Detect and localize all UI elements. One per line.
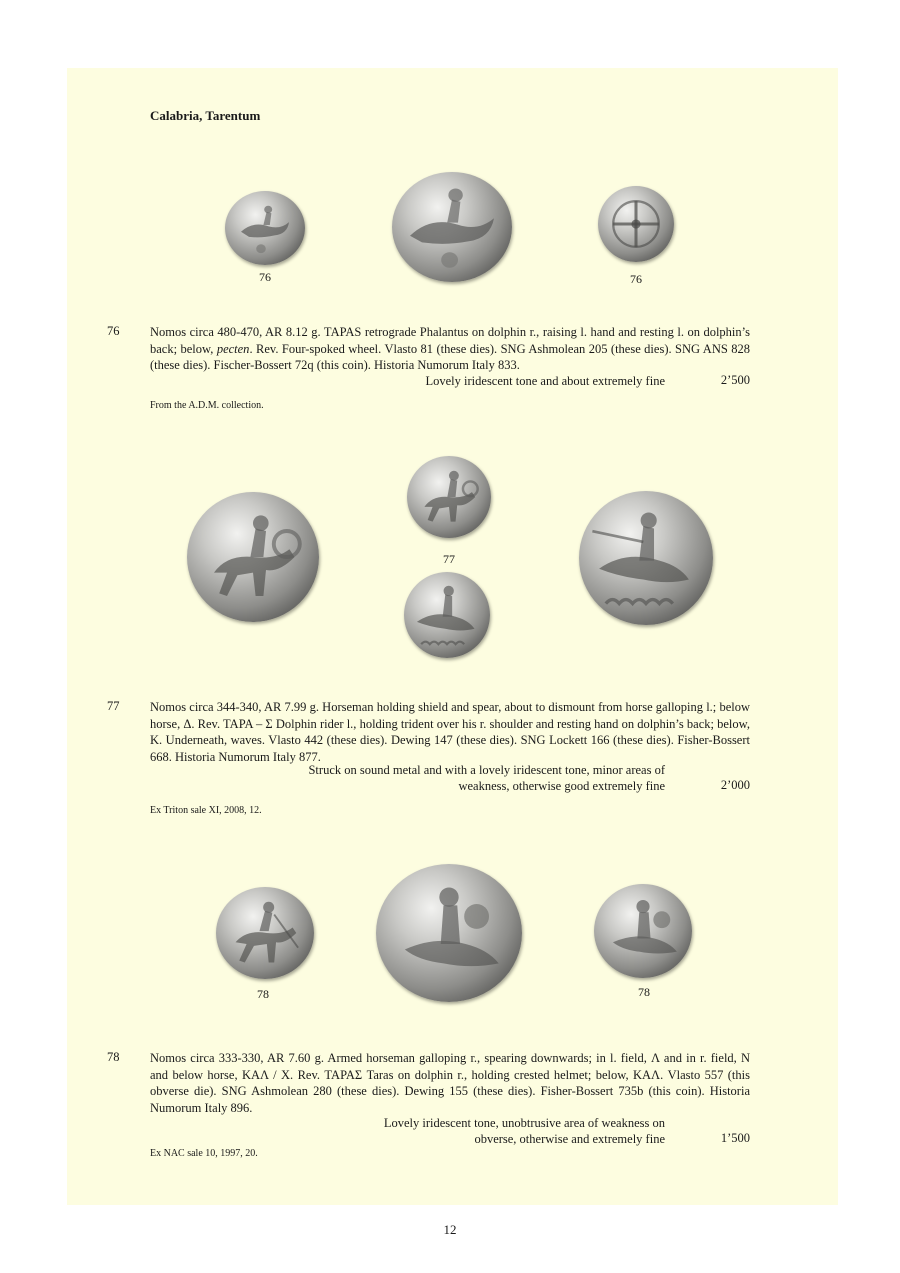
coin-78-reverse-photo (594, 884, 692, 978)
lot-76-provenance: From the A.D.M. collection. (150, 400, 264, 411)
coin-77-reverse-enlarged-photo (579, 491, 713, 625)
lot-76-price: 2’500 (720, 373, 750, 387)
coin-76-enlarged-photo (392, 172, 512, 282)
page-number: 12 (443, 1222, 457, 1237)
lot-78-condition-line-2: obverse, otherwise and extremely fine (474, 1132, 665, 1146)
lot-76-description: Nomos circa 480-470, AR 8.12 g. TAPAS retrograde Phalantus on dolphin r., raising l. hand and resting l. on dolphin’s back; below, pecten. Rev. Four-spoked wheel. Vlasto 81 (these dies). SNG Ashmolean 205 (these dies). SNG ANS 828 (these dies). Fischer-Bossert 72q (this coin). Historia Numorum Italy 833. (150, 325, 750, 372)
coin-76-obverse-photo (225, 191, 305, 265)
lot-77-condition-line-1: Struck on sound metal and with a lovely iridescent tone, minor areas of (308, 763, 665, 777)
lot-78-provenance: Ex NAC sale 10, 1997, 20. (150, 1148, 258, 1159)
coin-78-label-left: 78 (257, 987, 269, 1001)
lot-77-price: 2’000 (720, 778, 750, 792)
coin-77-obverse-photo (407, 456, 491, 538)
coin-78-reverse-enlarged-photo (376, 864, 522, 1002)
coin-77-reverse-photo (404, 572, 490, 658)
coin-78-label-right: 78 (638, 985, 650, 999)
coin-78-obverse-photo (216, 887, 314, 979)
lot-76-number: 76 (107, 324, 120, 338)
lot-77-description: Nomos circa 344-340, AR 7.99 g. Horseman holding shield and spear, about to dismount from horse galloping l.; below horse, Δ. Rev. TAPA – Σ Dolphin rider l., holding trident over his r. shoulder and resting hand on dolphin’s back; below, K. Underneath, waves. Vlasto 442 (these dies). Dewing 147 (these dies). SNG Lockett 166 (these dies). Fisher-Bossert 668. Historia Numorum Italy 877. (150, 700, 750, 764)
lot-78-description: Nomos circa 333-330, AR 7.60 g. Armed horseman galloping r., spearing downwards; in l. field, Λ and in r. field, N and below horse, ΚΑΛ / X. Rev. ΤΑΡΑΣ Taras on dolphin r., holding crested helmet; below, ΚΑΛ. Vlasto 557 (this obverse die). SNG Ashmolean 280 (these dies). Dewing 155 (these dies). Fisher-Bossert 735b (this coin). Historia Numorum Italy 896. (150, 1051, 750, 1115)
section-heading: Calabria, Tarentum (150, 108, 261, 123)
coin-76-label-right: 76 (630, 272, 642, 286)
lot-77-condition-line-2: weakness, otherwise good extremely fine (458, 779, 665, 793)
coin-76-reverse-photo (598, 186, 674, 262)
lot-78-number: 78 (107, 1050, 120, 1064)
lot-77-provenance: Ex Triton sale XI, 2008, 12. (150, 805, 262, 816)
coin-76-label-left: 76 (259, 270, 271, 284)
lot-76-condition: Lovely iridescent tone and about extremely fine (425, 374, 665, 388)
coin-77-label: 77 (443, 552, 455, 566)
coin-77-obverse-enlarged-photo (187, 492, 319, 622)
lot-77-number: 77 (107, 699, 120, 713)
lot-78-condition-line-1: Lovely iridescent tone, unobtrusive area of weakness on (383, 1116, 665, 1130)
lot-78-price: 1’500 (720, 1131, 750, 1145)
